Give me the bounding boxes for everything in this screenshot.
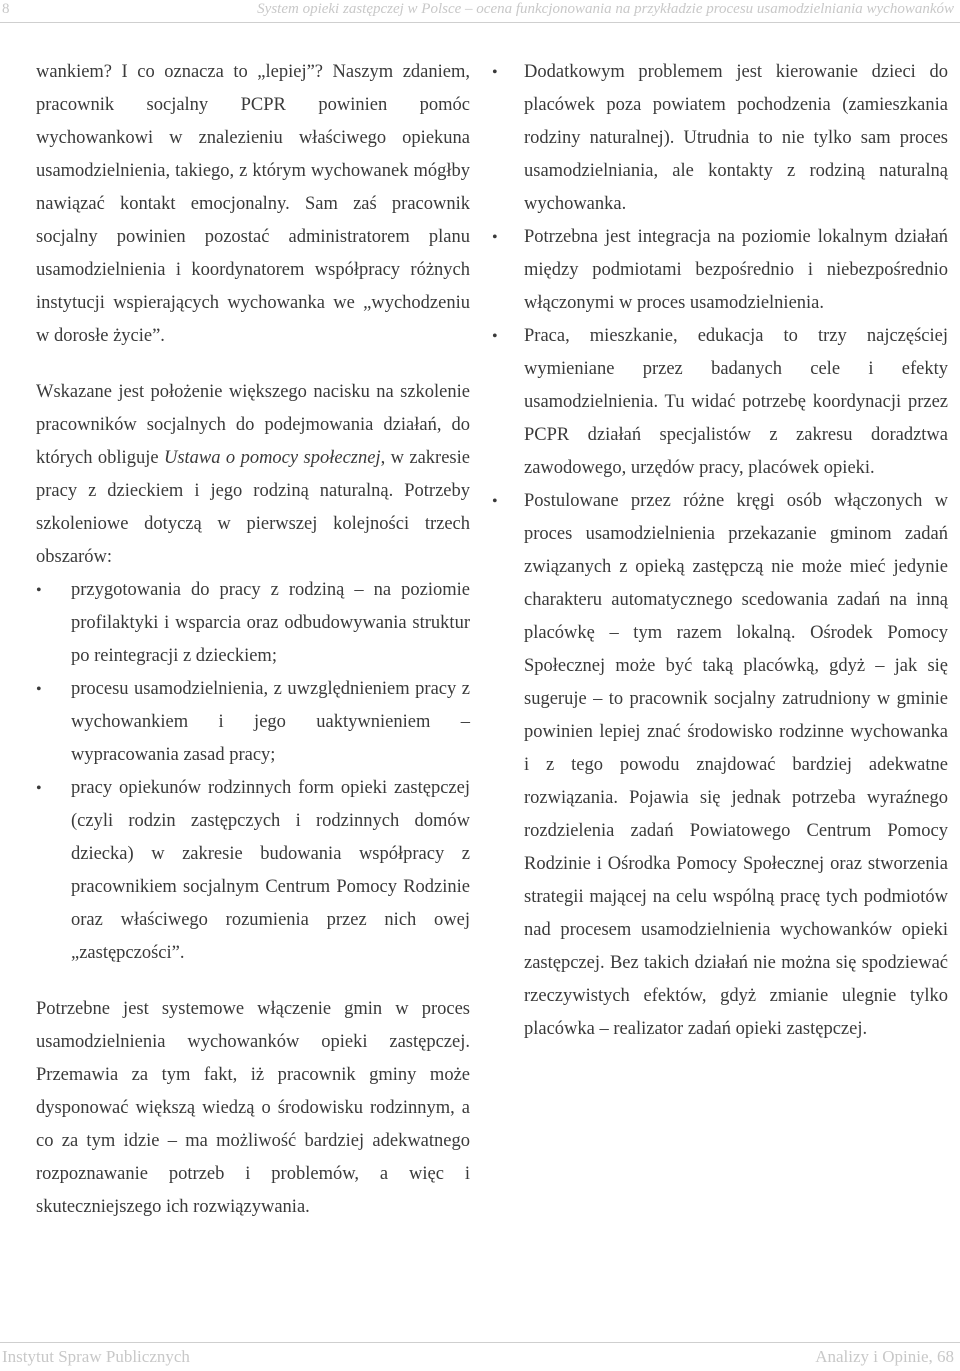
list-item: • pracy opiekunów rodzinnych form opieki zastępczej (czyli rodzin zastępczych i rodzinnych domów dziecka) w zakresie budowania współpracy z pracownikiem socjalnym Centrum Pomocy Rodzinie oraz właściwego rozumienia przez nich owej „zastępczości”. [60, 772, 470, 970]
list-item: • Potrzebna jest integracja na poziomie lokalnym działań między podmiotami bezpośrednio i niebezpośrednio włączonymi w proces usamodzielnienia. [492, 221, 948, 320]
paragraph-training-start: Wskazane jest położenie większego nacisku na szkolenie pracowników socjalnych do podejmowania działań, do których obliguje [36, 382, 470, 468]
page-header [0, 0, 960, 22]
paragraph-continuation: wankiem? I co oznacza to „lepiej”? Naszym zdaniem, pracownik socjalny PCPR powinien pomóc wychowankowi w znalezieniu właściwego opiekuna usamodzielnienia, takiego, z którym wychowanek mógłby nawiązać kontakt emocjonalny. Sam zaś pracownik socjalny powinien pozostać administratorem planu usamodzielnienia i koordynatorem współpracy różnych instytucji wspierających wychowanka we „wychodzeniu w dorosłe życie”. [36, 62, 470, 346]
page-number: 8 [2, 1, 10, 17]
list-item: • Postulowane przez różne kręgi osób włączonych w proces usamodzielnienia przekazanie gminom zadań związanych z opieką zastępczą nie może mieć jedynie charakteru automatycznego scedowania zadań na inną placówkę – tym razem lokalną. Ośrodek Pomocy Społecznej może być taką placówką, gdyż – jak się sugeruje – to pracownik socjalny zatrudniony w gminie powinien lepiej znać środowisko rodzinne wychowanka i z tego powodu znajdować bardziej adekwatne rozwiązania. Pojawia się jednak potrzeba wyraźnego rozdzielenia zadań Powiatowego Centrum Pomocy Rodzinie i Ośrodka Pomocy Społecznej oraz stworzenia strategii mającej na celu wspólną pracę tych podmiotów nad procesem usamodzielnienia wychowanków opieki zastępczej. Bez takich działań nie można się spodziewać rzeczywistych efektów, gdyż zmianie ulegnie tylko placówka – realizator zadań opieki zastępczej. [492, 485, 948, 1046]
paragraph-gminy: Potrzebne jest systemowe włączenie gmin w proces usamodzielnienia wychowanków opieki zastępczej. Przemawia za tym fakt, iż pracownik gminy może dysponować większą wiedzą o środowisku rodzinnym, a co za tym idzie – ma możliwość bardziej adekwatnego rozpoznawanie potrzeb i problemów, a więc i skuteczniejszego ich rozwiązywania. [36, 999, 470, 1217]
act-title: Ustawa o pomocy społecznej [163, 448, 381, 468]
recommendations-list [492, 56, 948, 1046]
right-column [492, 56, 948, 1046]
header-rule [0, 22, 960, 23]
running-title: System opieki zastępczej w Polsce – ocena funkcjonowania na przykładzie procesu usamodzielniania wychowanków [257, 1, 954, 17]
page-footer [0, 1342, 960, 1371]
series-label: Analizy i Opinie, 68 [815, 1347, 954, 1366]
paragraph-training [36, 376, 470, 574]
list-item: • Dodatkowym problemem jest kierowanie dzieci do placówek poza powiatem pochodzenia (zamieszkania rodziny naturalnej). Utrudnia to nie tylko sam proces usamodzielniania, ale kontakty z rodziną naturalną wychowanka. [492, 56, 948, 221]
list-item: • Praca, mieszkanie, edukacja to trzy najczęściej wymieniane przez badanych cele i efekty usamodzielnienia. Tu widać potrzebę koordynacji przez PCPR działań specjalistów z zakresu doradztwa zawodowego, urzędów pracy, placówek opieki. [492, 320, 948, 485]
paragraph-training-end: , w zakresie pracy z dzieckiem i jego rodziną naturalną. Potrzeby szkoleniowe dotyczą w pierwszej kolejności trzech obszarów: [36, 448, 470, 567]
training-areas-list [60, 574, 470, 970]
list-item: • przygotowania do pracy z rodziną – na poziomie profilaktyki i wsparcia oraz odbudowywania struktur po reintegracji z dzieckiem; [60, 574, 470, 673]
publisher-name: Instytut Spraw Publicznych [2, 1347, 190, 1366]
left-column [36, 56, 470, 1224]
list-item: • procesu usamodzielnienia, z uwzględnieniem pracy z wychowankiem i jego uaktywnieniem – wypracowania zasad pracy; [60, 673, 470, 772]
